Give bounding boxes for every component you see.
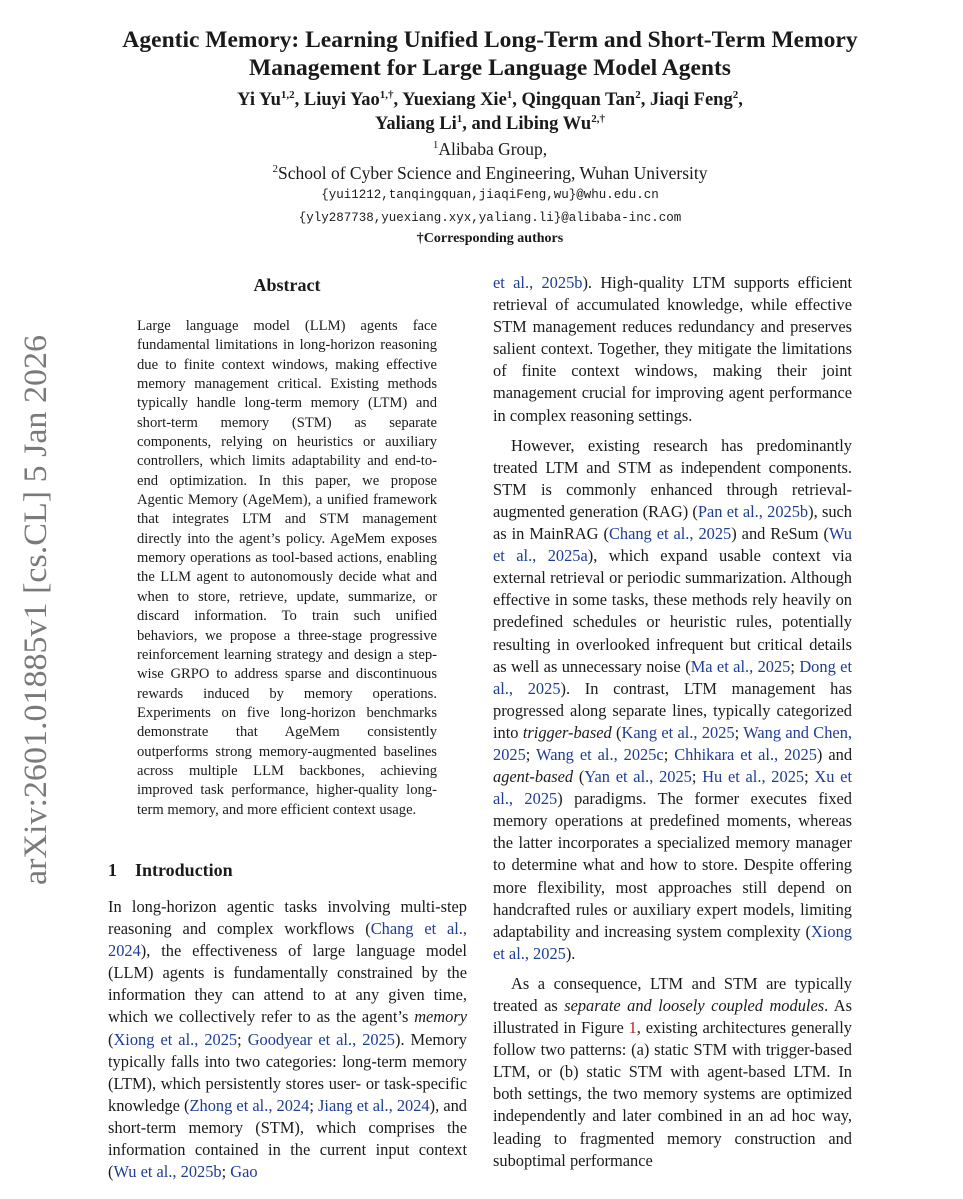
affiliation-mark: 2 (272, 163, 278, 176)
author-name: Yaliang Li (375, 114, 457, 134)
body-text: ). High-quality LTM supports efficient retrieval of accumulated knowledge, while effective STM management reduces redundancy and preserves salient context. Together, they mitigate the limitations of finite context windows, making their joint management crucial for improving agent performance in complex reasoning settings. (493, 273, 852, 425)
author-affil-mark: 1 (456, 112, 463, 125)
body-text: ( (108, 1029, 114, 1049)
italic-text: agent-based (493, 767, 574, 787)
arxiv-stamp-svg (14, 330, 54, 890)
author-separator: , (640, 90, 650, 110)
citation-link[interactable]: et al., 2025b (493, 273, 583, 292)
citation-link[interactable]: Xiong et al., 2025 (113, 1029, 238, 1049)
citation-link[interactable]: Yan et al., 2025 (584, 767, 692, 787)
body-text: ) and (816, 744, 853, 764)
body-text: ). (565, 943, 576, 963)
section-heading-introduction (108, 858, 233, 882)
author-name: Yi Yu (237, 90, 281, 110)
affiliation-text: School of Cyber Science and Engineering, Wuhan University (277, 163, 708, 183)
citation-link[interactable]: Pan et al., 2025b (697, 501, 809, 521)
author-affil-mark: 2,† (591, 112, 605, 125)
author-affil-mark: 1 (506, 88, 513, 101)
paper-title (90, 26, 890, 82)
italic-text: memory (414, 1007, 467, 1027)
citation-link[interactable]: Goodyear et al., 2025 (247, 1029, 395, 1049)
email-line-1: {yui1212,tanqingquan,jiaqiFeng,wu}@whu.edu.cn (321, 188, 659, 202)
body-text: ; (221, 1162, 231, 1182)
introduction-paragraph (493, 435, 852, 965)
body-text: ). Memory typically falls into two categories: long-term memory (LTM), which persistently stores user- or task-specific knowledge ( (108, 1029, 467, 1115)
author-name: Qingquan Tan (521, 90, 636, 110)
author-affil-mark: 1,2 (280, 88, 295, 101)
citation-link[interactable]: Wu et al., 2025b (113, 1162, 222, 1182)
author-affil-mark: 2 (635, 88, 641, 101)
body-text: ). In contrast, LTM management has progressed along separate lines, typically categorized into (493, 678, 852, 742)
body-text: ), and short-term memory (STM), which comprises the information contained in the current input context ( (108, 1095, 467, 1182)
arxiv-stamp-text: arXiv:2601.01885v1 [cs.CL] 5 Jan 2026 (18, 351, 54, 885)
title-line-2: Management for Large Language Model Agents (249, 55, 731, 81)
citation-link[interactable]: Jiang et al., 2024 (318, 1095, 430, 1115)
citation-link[interactable]: Kang et al., 2025 (621, 722, 735, 742)
abstract-text: Large language model (LLM) agents face fundamental limitations in long-horizon reasoning due to finite context windows, making effective memory management critical. Existing methods typically handle long-term memory (LTM) and short-term memory (STM) as separate components, relying on heuristics or auxiliary controllers, which limits adaptability and end-to-end optimization. In this paper, we propose Agentic Memory (AgeMem), a unified framework that integrates LTM and STM management directly into the agent’s policy. AgeMem exposes memory operations as tool-based actions, enabling the LLM agent to autonomously decide what and when to store, retrieve, update, summarize, or discard information. To train such unified behaviors, we propose a three-stage progressive reinforcement learning strategy and design a step-wise GRPO to address sparse and discontinuous rewards induced by memory operations. Experiments on five long-horizon benchmarks demonstrate that AgeMem consistently outperforms strong memory-augmented baselines across multiple LLM backbones, achieving improved task performance, higher-quality long-term memory, and more efficient context usage. (137, 318, 437, 818)
body-text: However, existing research has predominantly treated LTM and STM as independent components. STM is commonly enhanced through retrieval-augmented generation (RAG) ( (493, 435, 852, 521)
citation-link[interactable]: Xu et al., 2025 (493, 767, 853, 809)
abstract-heading: Abstract (253, 275, 321, 295)
author-emails (90, 184, 890, 230)
affiliations (90, 137, 890, 185)
citation-link[interactable]: Dong et al., 2025 (493, 656, 852, 698)
body-text: ), which expand usable context via external retrieval or periodic summarization. Although effective in some tasks, these methods rely heavily on predefined schedules or heuristic rules, potentially resulting in overlooked infrequent but critical details as well as unnecessary noise ( (493, 546, 852, 676)
body-text: ; (790, 656, 800, 676)
affiliation-line (90, 137, 890, 161)
author-affil-mark: 2 (732, 88, 739, 101)
body-text: . As illustrated in Figure (493, 996, 852, 1038)
introduction-paragraph (493, 973, 852, 1172)
body-text: ; (309, 1095, 319, 1115)
author-separator: , and (462, 114, 506, 134)
body-text: ; (663, 744, 675, 764)
citation-link[interactable]: Chhikara et al., 2025 (674, 744, 817, 764)
section-number: 1 (108, 860, 117, 880)
body-text: ; (525, 744, 537, 764)
body-text: , existing architectures generally follow two patterns: (a) static STM with trigger-based LTM, or (b) static STM with agent-based LTM. In both settings, the two memory systems are optimized independently and later combined in an ad hoc way, leading to fragmented memory construction and suboptimal performance (493, 1018, 852, 1170)
email-line-2: {yly287738,yuexiang.xyx,yaliang.li}@alibaba-inc.com (298, 211, 682, 225)
citation-link[interactable]: Chang et al., 2024 (108, 919, 467, 961)
body-text: ), the effectiveness of large language model (LLM) agents is fundamentally constrained by the information they can attend to at any given time, which we collectively refer to as the agent’s (108, 941, 467, 1027)
author-list (90, 88, 890, 136)
author-separator: , (393, 90, 403, 110)
citation-link[interactable]: Zhong et al., 2024 (189, 1095, 310, 1115)
body-text: ) and ReSum ( (731, 524, 829, 544)
body-text: As a consequence, LTM and STM are typically treated as (493, 973, 852, 1015)
author-affil-mark: 1,† (379, 88, 394, 101)
introduction-right-column (493, 272, 852, 1172)
body-text: ) paradigms. The former executes fixed memory operations at predefined moments, whereas the latter incorporates a specialized memory manager to determine what and how to store. Despite offering more flexibility, most approaches still depend on handcrafted rules or auxiliary expert models, limiting adaptability and increasing system complexity ( (493, 789, 852, 941)
arxiv-identifier-stamp (14, 330, 54, 890)
corresponding-authors-note: †Corresponding authors (416, 231, 564, 246)
body-text: ; (237, 1029, 248, 1049)
affiliation-mark: 1 (432, 139, 439, 152)
author-separator: , (512, 90, 522, 110)
affiliation-text: Alibaba Group, (438, 139, 548, 159)
citation-link[interactable]: Wang and Chen, 2025 (493, 722, 853, 764)
author-name: Jiaqi Feng (649, 90, 733, 110)
italic-text: trigger-based (522, 722, 612, 742)
introduction-paragraph (493, 272, 852, 427)
body-text: ; (691, 767, 703, 787)
body-text: ( (611, 722, 622, 742)
citation-link[interactable]: Wang et al., 2025c (536, 744, 664, 764)
author-separator: , (738, 90, 743, 110)
introduction-left-column (108, 896, 467, 1183)
title-line-1: Agentic Memory: Learning Unified Long-Term and Short-Term Memory (122, 27, 858, 53)
citation-link[interactable]: Chang et al., 2025 (608, 524, 732, 544)
body-text: In long-horizon agentic tasks involving multi-step reasoning and complex workflows ( (108, 897, 467, 939)
citation-link[interactable]: Hu et al., 2025 (702, 767, 805, 787)
author-name: Yuexiang Xie (402, 90, 507, 110)
citation-link[interactable]: Wu et al., 2025a (493, 524, 852, 566)
body-text: ; (804, 767, 815, 787)
citation-link[interactable]: Gao (230, 1162, 258, 1182)
citation-link[interactable]: Xiong et al., 2025 (493, 921, 852, 963)
author-separator: , (294, 90, 304, 110)
affiliation-line (90, 161, 890, 185)
section-title: Introduction (135, 860, 233, 880)
author-name: Liuyi Yao (303, 90, 380, 110)
citation-link[interactable]: Ma et al., 2025 (690, 656, 791, 676)
italic-text: separate and loosely coupled modules (564, 996, 825, 1015)
body-text: ; (734, 722, 744, 742)
figure-reference-link[interactable]: 1 (628, 1018, 637, 1038)
body-text: ), such as in MainRAG ( (493, 501, 852, 544)
body-text: ( (573, 767, 585, 787)
author-name: Libing Wu (505, 114, 592, 134)
